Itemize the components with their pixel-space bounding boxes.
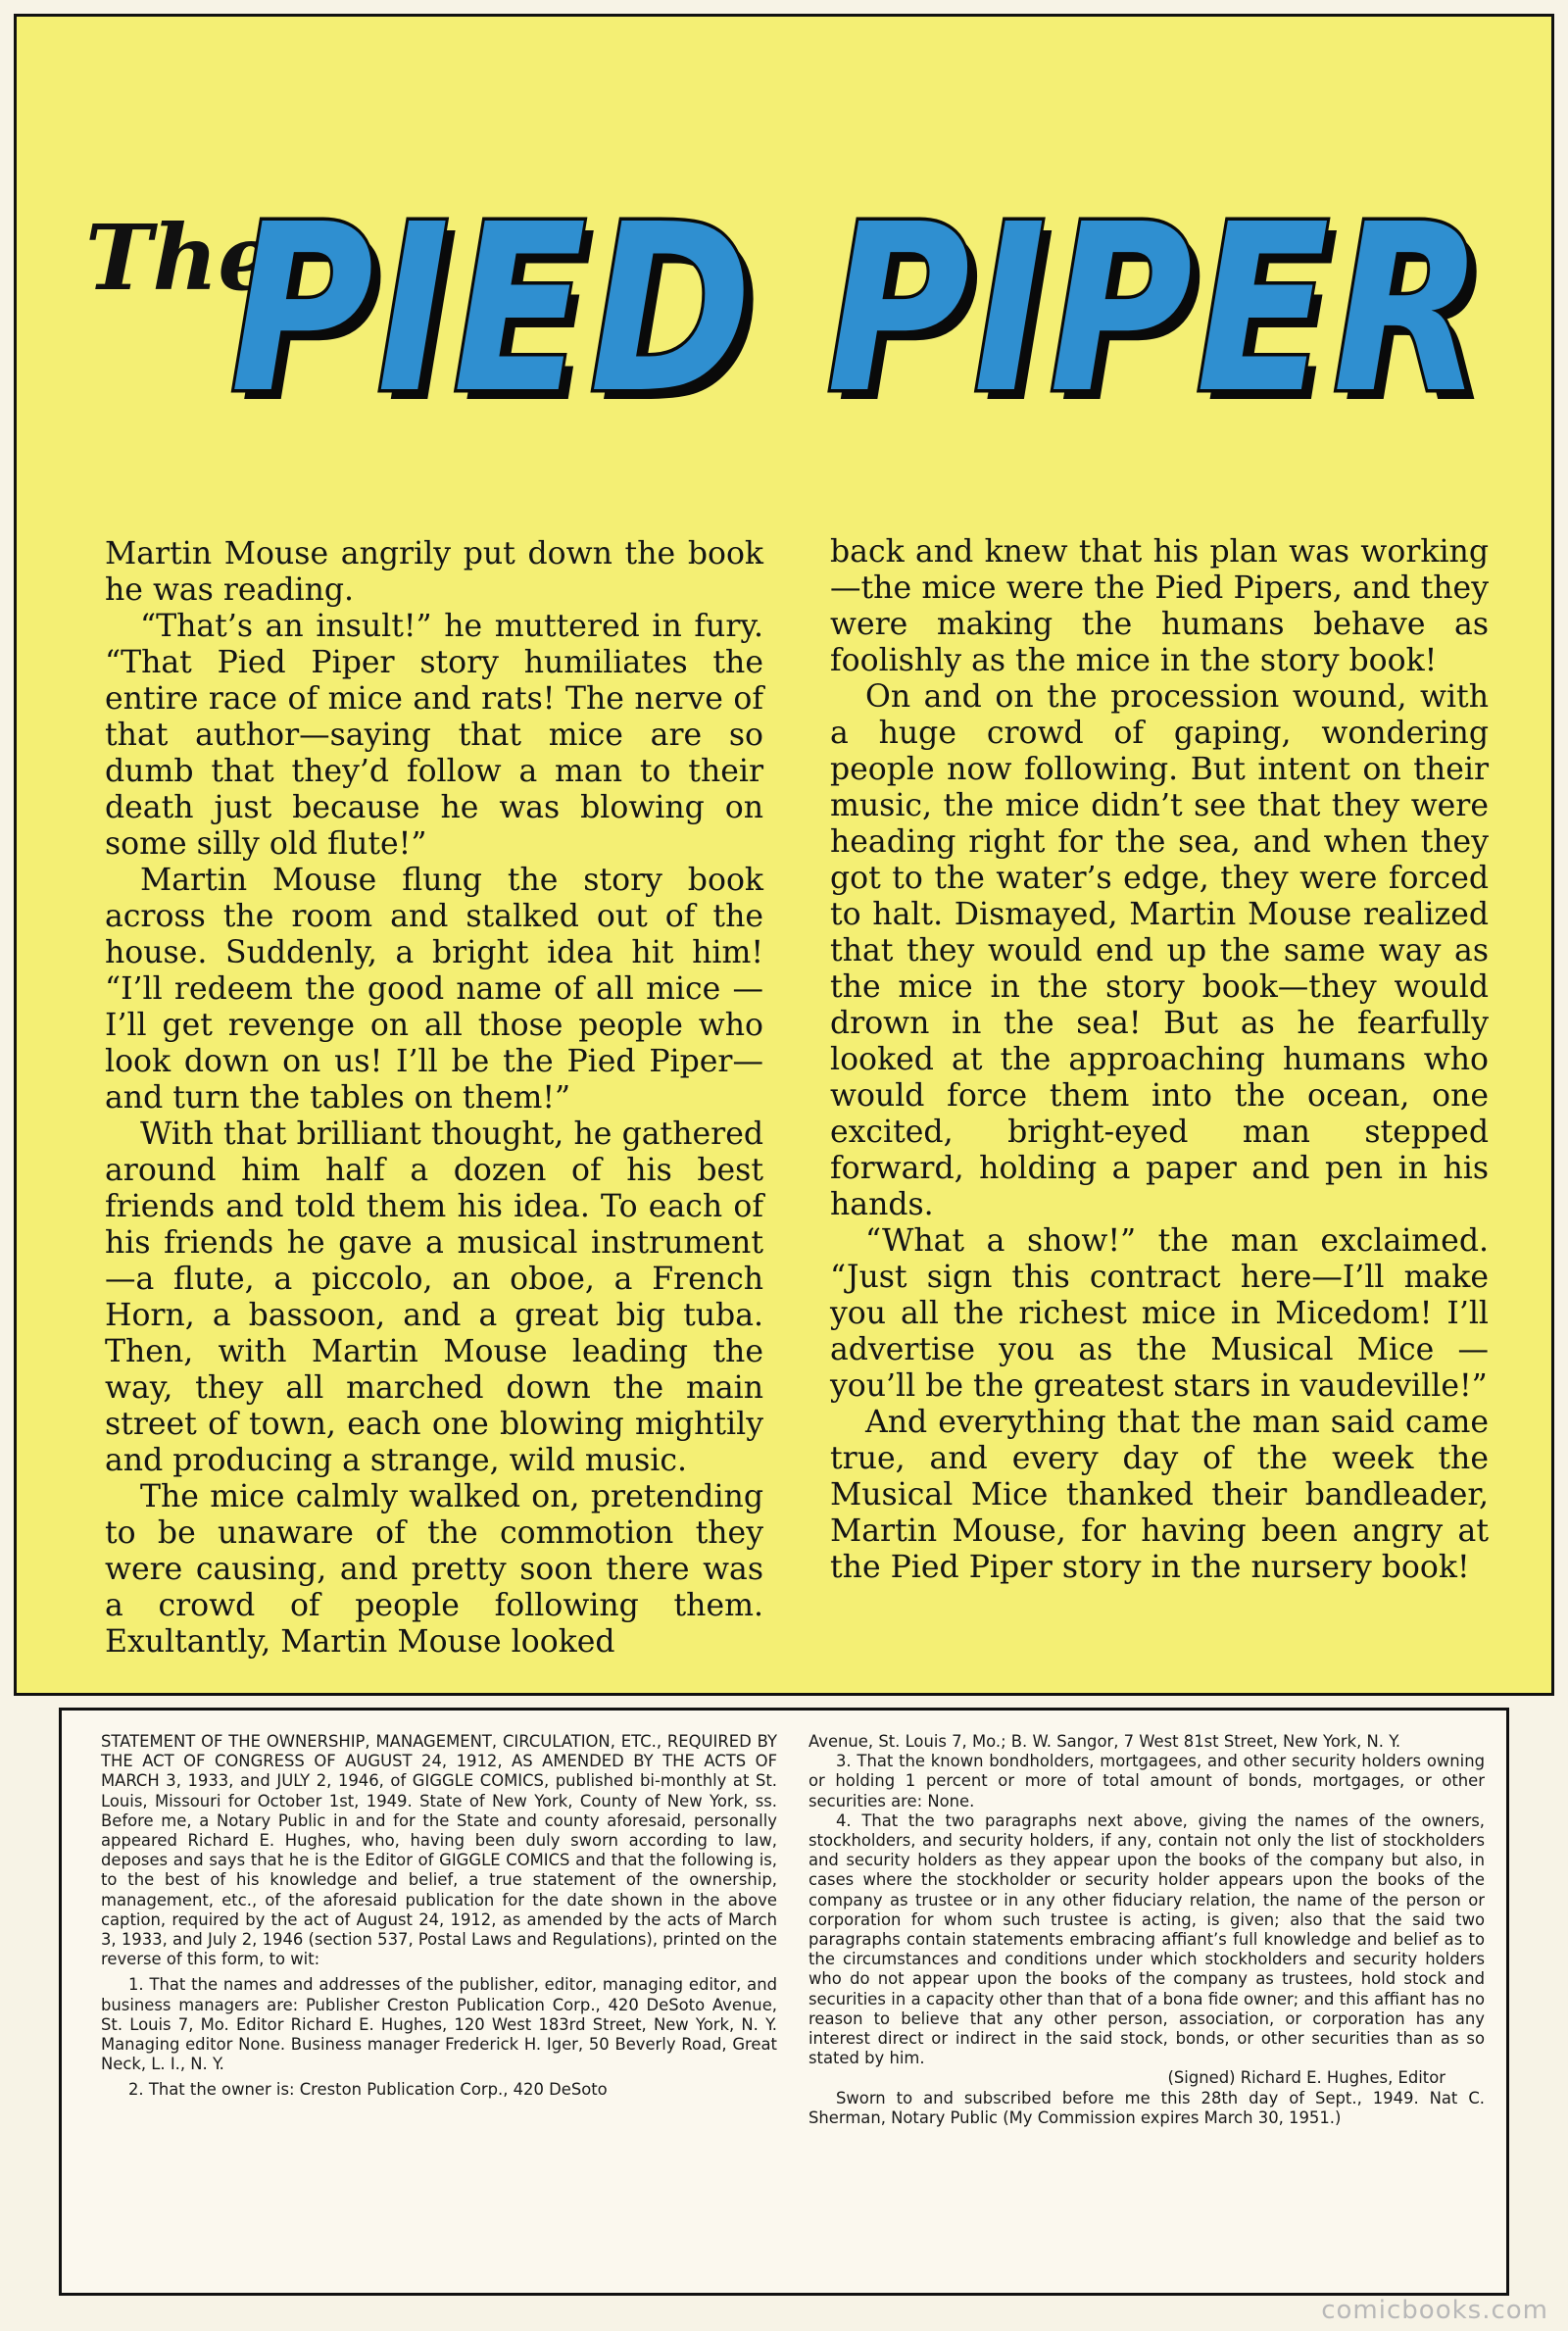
story-column-left bbox=[105, 536, 763, 1661]
story-paragraph: “That’s an insult!” he muttered in fury. “That Pied Piper story humiliates the entire race of mice and rats! The nerve of that author—saying that mice are so dumb that they’d follow a man to their death just because he was blowing on some silly old flute!” bbox=[105, 609, 763, 862]
statement-paragraph: 4. That the two paragraphs next above, giving the names of the owners, stockholders, and security holders, if any, contain not only the list of stockholders and security holders as they appear upon the books of the company but also, in cases where the stockholder or security holder appears upon the books of the company as trustee or in any other fiduciary relation, the name of the person or corporation for whom such trustee is acting, is given; also that the said two paragraphs contain statements embracing affiant’s full knowledge and belief as to the circumstances and conditions under which stockholders and security holders who do not appear upon the books of the company as trustees, hold stock and securities in a capacity other than that of a bona fide owner; and this affiant has no reason to believe that any other person, association, or corporation has any interest direct or indirect in the said stock, bonds, or other securities than as so stated by him. bbox=[808, 1810, 1485, 2068]
title-main-shadow: PIED PIPER bbox=[240, 184, 1496, 454]
statement-column-right bbox=[808, 1732, 1485, 2128]
story-paragraph: And everything that the man said came true, and every day of the week the Musical Mice thanked their bandleader, Martin Mouse, for having been angry at the Pied Piper story in the nursery book! bbox=[830, 1405, 1489, 1585]
story-paragraph: “What a show!” the man exclaimed. “Just sign this contract here—I’ll make you all the richest mice in Micedom! I’ll advertise you as the Musical Mice —you’ll be the greatest stars in vaudeville!” bbox=[830, 1223, 1489, 1404]
notary-paragraph: Sworn to and subscribed before me this 28th day of Sept., 1949. Nat C. Sherman, Notary Public (My Commission expires March 30, 1951.) bbox=[808, 2088, 1485, 2127]
story-paragraph: back and knew that his plan was working—the mice were the Pied Pipers, and they were making the humans behave as foolishly as the mice in the story book! bbox=[830, 534, 1489, 678]
story-paragraph: Martin Mouse angrily put down the book he was reading. bbox=[105, 536, 763, 608]
story-panel bbox=[14, 14, 1554, 1696]
statement-paragraph: 2. That the owner is: Creston Publication Corp., 420 DeSoto bbox=[128, 2080, 608, 2100]
ownership-statement-panel bbox=[59, 1708, 1509, 2296]
story-title bbox=[85, 174, 1496, 454]
story-paragraph: With that brilliant thought, he gathered around him half a dozen of his best friends and told them his idea. To each of his friends he gave a musical instrument—a flute, a piccolo, an oboe, a French Horn, a bassoon, and a great big tuba. Then, with Martin Mouse leading the way, they all marched down the main street of town, each one blowing mightily and producing a strange, wild music. bbox=[105, 1116, 763, 1478]
title-the: The bbox=[85, 205, 275, 311]
story-paragraph: On and on the procession wound, with a huge crowd of gaping, wondering people now following. But intent on their music, the mice didn’t see that they were heading right for the sea, and when they got to the water’s edge, they were forced to halt. Dismayed, Martin Mouse realized that they would end up the same way as the mice in the story book—they would drown in the sea! But as he fearfully looked at the approaching humans who would force them into the ocean, one excited, bright-eyed man stepped forward, holding a paper and pen in his hands. bbox=[830, 679, 1489, 1222]
title-logo bbox=[85, 174, 1496, 454]
signature-line: (Signed) Richard E. Hughes, Editor bbox=[1167, 2068, 1446, 2088]
statement-column-left bbox=[101, 1732, 777, 2101]
watermark: comicbooks.com bbox=[1321, 2296, 1548, 2325]
story-paragraph: Martin Mouse flung the story book across the room and stalked out of the house. Suddenly, a bright idea hit him! “I’ll redeem the good name of all mice —I’ll get revenge on all those people who look down on us! I’ll be the Pied Piper—and turn the tables on them!” bbox=[105, 863, 763, 1116]
story-paragraph: The mice calmly walked on, pretending to be unaware of the commotion they were causing, and pretty soon there was a crowd of people following them. Exultantly, Martin Mouse looked bbox=[105, 1479, 763, 1660]
story-column-right bbox=[830, 534, 1489, 1586]
statement-paragraph: Avenue, St. Louis 7, Mo.; B. W. Sangor, 7 West 81st Street, New York, N. Y. bbox=[808, 1732, 1401, 1751]
statement-paragraph: 3. That the known bondholders, mortgagees, and other security holders owning or holding 1 percent or more of total amount of bonds, mortgages, or other securities are: None. bbox=[808, 1752, 1485, 1810]
statement-paragraph: 1. That the names and addresses of the publisher, editor, managing editor, and business managers are: Publisher Creston Publication Corp., 420 DeSoto Avenue, St. Louis 7, Mo. Editor Richard E. Hughes, 120 West 183rd Street, New York, N. Y. Managing editor None. Business manager Frederick H. Iger, 50 Beverly Road, Great Neck, L. I., N. Y. bbox=[101, 1975, 777, 2074]
title-main: PIED PIPER bbox=[230, 174, 1487, 444]
statement-paragraph: STATEMENT OF THE OWNERSHIP, MANAGEMENT, CIRCULATION, ETC., REQUIRED BY THE ACT OF CONGRESS OF AUGUST 24, 1912, AS AMENDED BY THE ACTS OF MARCH 3, 1933, and JULY 2, 1946, of GIGGLE COMICS, published bi-monthly at St. Louis, Missouri for October 1st, 1949. State of New York, County of New York, ss. Before me, a Notary Public in and for the State and county aforesaid, personally appeared Richard E. Hughes, who, having been duly sworn according to law, deposes and says that he is the Editor of GIGGLE COMICS and that the following is, to the best of his knowledge and belief, a true statement of the ownership, management, etc., of the aforesaid publication for the date shown in the above caption, required by the act of August 24, 1912, as amended by the acts of March 3, 1933, and July 2, 1946 (section 537, Postal Laws and Regulations), printed on the reverse of this form, to wit: bbox=[101, 1732, 777, 1969]
